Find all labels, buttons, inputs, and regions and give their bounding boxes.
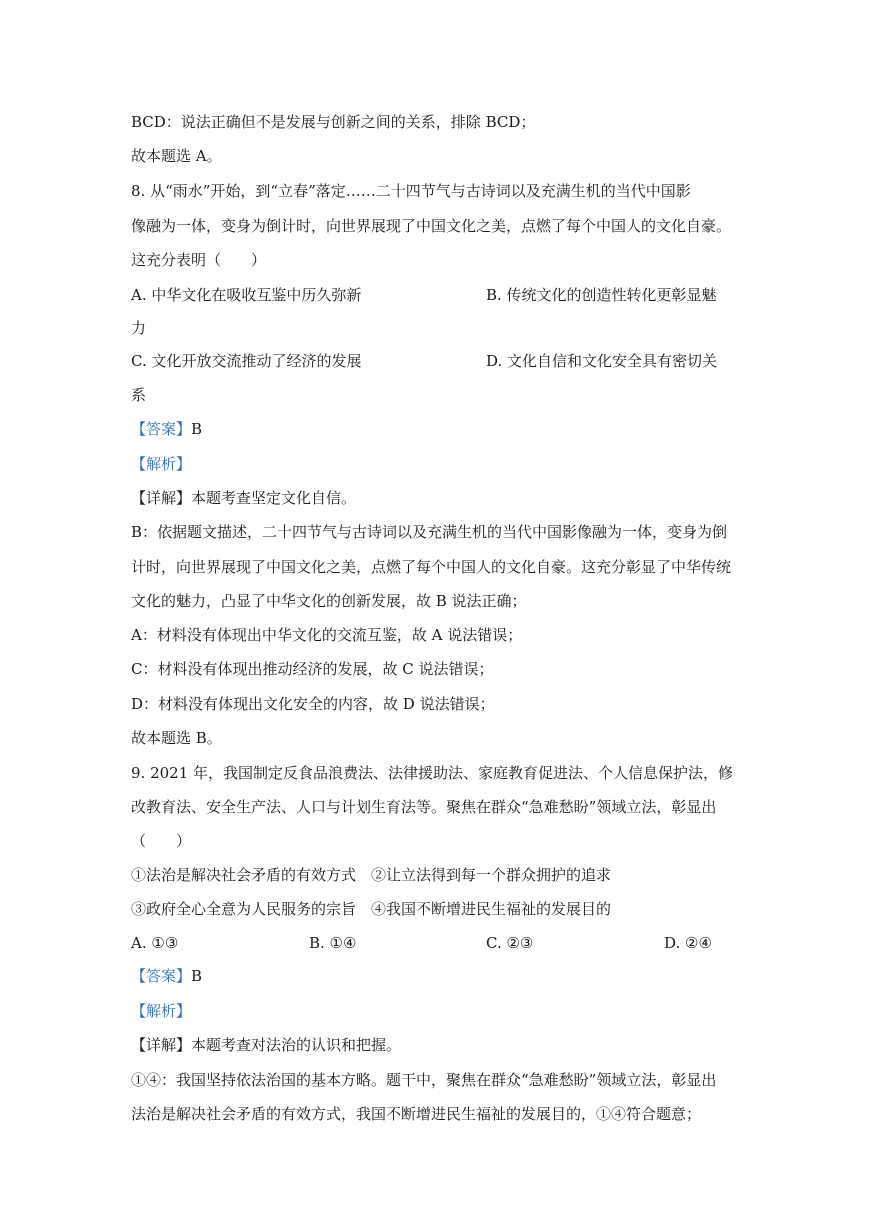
question-8-option-d-continued: 系 [131, 386, 147, 404]
answer-value: B [191, 967, 203, 985]
answer-tag: 【答案】 [131, 967, 192, 985]
question-8-answer [131, 419, 202, 439]
question-8-analysis-tag: 【解析】 [131, 455, 192, 473]
question-9-stem: 改教育法、安全生产法、人口与计划生育法等。聚焦在群众“急难愁盼”领域立法，彰显出 [131, 798, 717, 816]
question-8-conclusion: 故本题选 B。 [131, 729, 222, 747]
question-9-statements: ③政府全心全意为人民服务的宗旨 ④我国不断增进民生福祉的发展目的 [131, 900, 612, 918]
question-8-explanation: B：依据题文描述，二十四节气与古诗词以及充满生机的当代中国影像融为一体，变身为倒 [131, 523, 728, 541]
question-8-detail: 【详解】本题考查坚定文化自信。 [131, 489, 357, 507]
question-8-explanation: A：材料没有体现出中华文化的交流互鉴，故 A 说法错误； [131, 626, 523, 644]
question-8-explanation: C：材料没有体现出推动经济的发展，故 C 说法错误； [131, 660, 494, 678]
question-8-explanation: 文化的魅力，凸显了中华文化的创新发展，故 B 说法正确； [131, 592, 527, 610]
question-8-stem: 8. 从“雨水”开始，到“立春”落定……二十四节气与古诗词以及充满生机的当代中国影 [131, 182, 691, 200]
question-9-answer [131, 966, 202, 986]
answer-value: B [191, 420, 203, 438]
question-8-option-c: C. 文化开放交流推动了经济的发展 [131, 352, 362, 370]
question-8-option-d: D. 文化自信和文化安全具有密切关 [486, 352, 718, 370]
question-9-option-b: B. ①④ [309, 934, 357, 952]
answer-tag: 【答案】 [131, 420, 192, 438]
question-8-stem: 这充分表明（ ） [131, 251, 267, 269]
question-9-stem: 9. 2021 年，我国制定反食品浪费法、法律援助法、家庭教育促进法、个人信息保护法，修 [131, 764, 734, 782]
question-9-option-d: D. ②④ [664, 934, 712, 952]
question-9-analysis-tag: 【解析】 [131, 1002, 192, 1020]
text-line: 故本题选 A。 [131, 147, 222, 165]
question-9-detail: 【详解】本题考查对法治的认识和把握。 [131, 1036, 402, 1054]
question-8-explanation: D：材料没有体现出文化安全的内容，故 D 说法错误； [131, 695, 495, 713]
question-8-option-a: A. 中华文化在吸收互鉴中历久弥新 [131, 286, 362, 304]
question-9-explanation: 法治是解决社会矛盾的有效方式，我国不断增进民生福祉的发展目的，①④符合题意； [131, 1105, 702, 1123]
question-9-explanation: ①④：我国坚持依法治国的基本方略。题干中，聚焦在群众“急难愁盼”领域立法，彰显出 [131, 1071, 717, 1089]
question-9-option-a: A. ①③ [131, 934, 179, 952]
question-8-explanation: 计时，向世界展现了中国文化之美，点燃了每个中国人的文化自豪。这充分彰显了中华传统 [131, 558, 732, 576]
question-8-stem: 像融为一体，变身为倒计时，向世界展现了中国文化之美，点燃了每个中国人的文化自豪。 [131, 217, 732, 235]
question-9-stem: （ ） [131, 832, 192, 850]
question-9-option-c: C. ②③ [486, 934, 534, 952]
question-8-option-b-continued: 力 [131, 319, 147, 337]
question-9-statements: ①法治是解决社会矛盾的有效方式 ②让立法得到每一个群众拥护的追求 [131, 866, 612, 884]
question-8-option-b: B. 传统文化的创造性转化更彰显魅 [486, 286, 717, 304]
text-line: BCD：说法正确但不是发展与创新之间的关系，排除 BCD； [131, 113, 536, 131]
